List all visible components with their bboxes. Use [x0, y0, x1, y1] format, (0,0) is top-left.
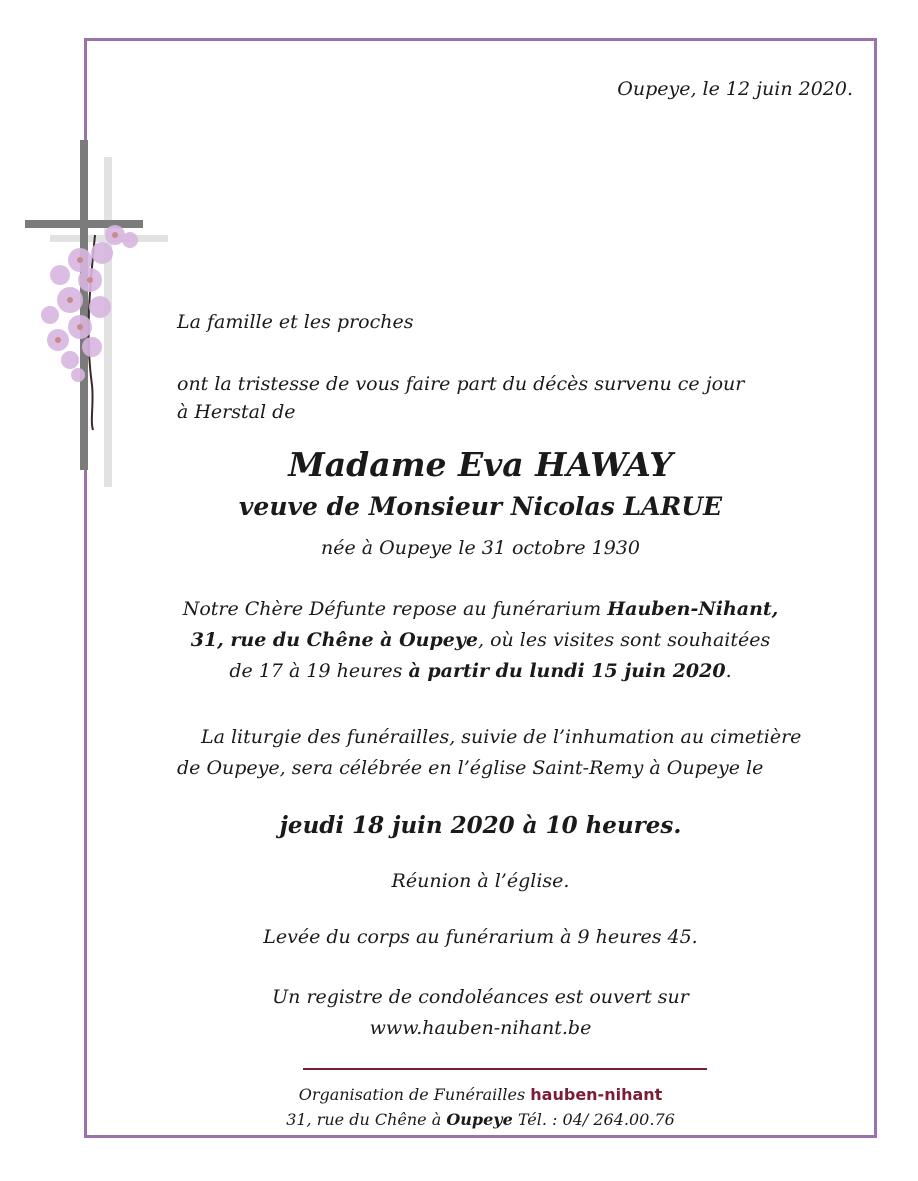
cross-with-orchids-icon	[20, 135, 170, 495]
widow-of: veuve de Monsieur Nicolas LARUE	[238, 492, 723, 521]
place-date: Oupeye, le 12 juin 2020.	[617, 78, 853, 100]
rest-text-a: Notre Chère Défunte repose au funérarium	[182, 598, 608, 620]
visiting-start: à partir du lundi 15 juin 2020	[408, 660, 726, 682]
funeral-home-address: 31, rue du Chêne à Oupeye	[190, 629, 478, 651]
intro-announcement	[177, 370, 744, 426]
intro-family: La famille et les proches	[177, 311, 414, 333]
liturgy-paragraph	[177, 722, 801, 784]
liturgy-line-1: La liturgie des funérailles, suivie de l’inhumation au cimetière	[201, 726, 802, 748]
address-phone: Tél. : 04/ 264.00.76	[512, 1110, 675, 1129]
document-frame	[84, 38, 877, 1138]
register-info	[84, 982, 877, 1044]
register-url[interactable]: www.hauben-nihant.be	[369, 1017, 592, 1039]
birth-info: née à Oupeye le 31 octobre 1930	[321, 537, 640, 559]
levee-info: Levée du corps au funérarium à 9 heures 45.	[263, 926, 698, 948]
register-line-1: Un registre de condoléances est ouvert sur	[272, 986, 689, 1008]
deceased-name: Madame Eva HAWAY	[288, 445, 673, 484]
visitation-paragraph: Notre Chère Défunte repose au funérarium Hauben-Nihant, 31, rue du Chêne à Oupeye, où les visites sont souhaitées de 17 à 19 heures à partir du lundi 15 juin 2020.	[182, 598, 779, 682]
liturgy-line-2: de Oupeye, sera célébrée en l’église Saint-Remy à Oupeye le	[177, 757, 764, 779]
intro-line-2: ont la tristesse de vous faire part du décès survenu ce jour	[177, 373, 745, 395]
meeting-place: Réunion à l’église.	[391, 870, 570, 892]
address-a: 31, rue du Chêne à	[286, 1110, 447, 1129]
funeral-home-name: Hauben-Nihant,	[607, 598, 779, 620]
funeral-date: jeudi 18 juin 2020 à 10 heures.	[279, 812, 682, 839]
brand-logo: hauben-nihant	[530, 1085, 663, 1104]
footer-divider	[303, 1068, 707, 1070]
rest-text-d: , où les visites sont souhaitées	[477, 629, 771, 651]
address-city: Oupeye	[446, 1110, 513, 1129]
org-label: Organisation de Funérailles	[298, 1085, 531, 1104]
intro-line-3: à Herstal de	[177, 401, 296, 423]
footer	[84, 1082, 877, 1132]
visiting-hours: de 17 à 19 heures	[229, 660, 409, 682]
